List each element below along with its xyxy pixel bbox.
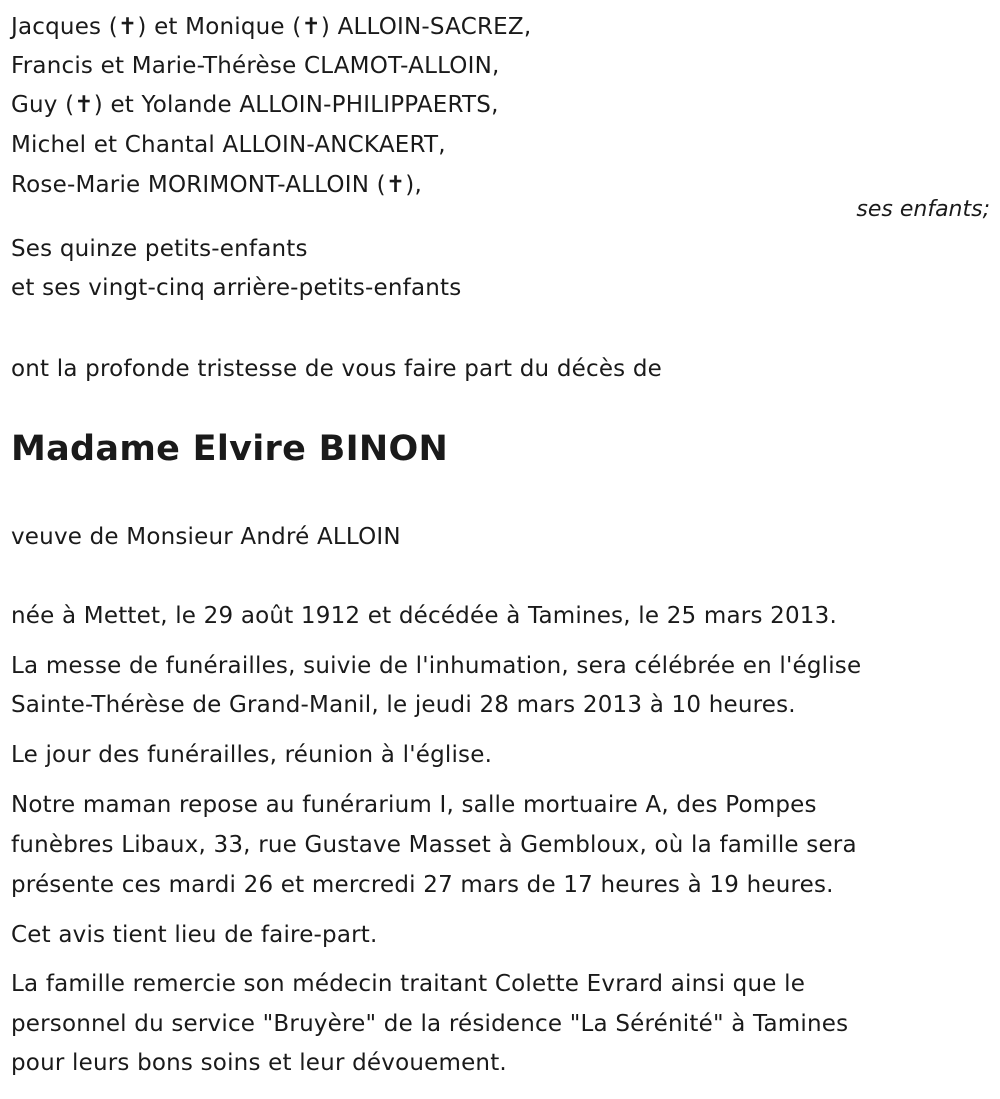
child-couple-line: Jacques (✝) et Monique (✝) ALLOIN-SACREZ,: [11, 14, 532, 40]
deceased-name: Madame Elvire BINON: [11, 429, 449, 469]
funeral-line: La messe de funérailles, suivie de l'inhumation, sera célébrée en l'église: [11, 653, 862, 679]
child-couple-line: Michel et Chantal ALLOIN-ANCKAERT,: [11, 132, 446, 158]
visitation-line: funèbres Libaux, 33, rue Gustave Masset à Gembloux, où la famille sera: [11, 832, 857, 858]
children-signoff: ses enfants;: [856, 197, 990, 222]
child-couple-line: Rose-Marie MORIMONT-ALLOIN (✝),: [11, 172, 422, 198]
widow-of-text: veuve de Monsieur André ALLOIN: [11, 524, 401, 550]
thanks-line: personnel du service "Bruyère" de la résidence "La Sérénité" à Tamines: [11, 1011, 849, 1037]
funeral-line: Sainte-Thérèse de Grand-Manil, le jeudi 28 mars 2013 à 10 heures.: [11, 692, 796, 718]
announcement-text: ont la profonde tristesse de vous faire part du décès de: [11, 356, 663, 382]
grandchildren-line: et ses vingt-cinq arrière-petits-enfants: [11, 275, 462, 301]
child-couple-line: Guy (✝) et Yolande ALLOIN-PHILIPPAERTS,: [11, 92, 499, 118]
meeting-text: Le jour des funérailles, réunion à l'église.: [11, 742, 493, 768]
grandchildren-line: Ses quinze petits-enfants: [11, 236, 308, 262]
child-couple-line: Francis et Marie-Thérèse CLAMOT-ALLOIN,: [11, 53, 500, 79]
thanks-line: La famille remercie son médecin traitant Colette Evrard ainsi que le: [11, 971, 806, 997]
visitation-line: présente ces mardi 26 et mercredi 27 mars de 17 heures à 19 heures.: [11, 872, 834, 898]
thanks-line: pour leurs bons soins et leur dévouement.: [11, 1050, 507, 1076]
visitation-line: Notre maman repose au funérarium I, salle mortuaire A, des Pompes: [11, 792, 817, 818]
birth-death-text: née à Mettet, le 29 août 1912 et décédée à Tamines, le 25 mars 2013.: [11, 603, 837, 629]
notice-text: Cet avis tient lieu de faire-part.: [11, 922, 378, 948]
